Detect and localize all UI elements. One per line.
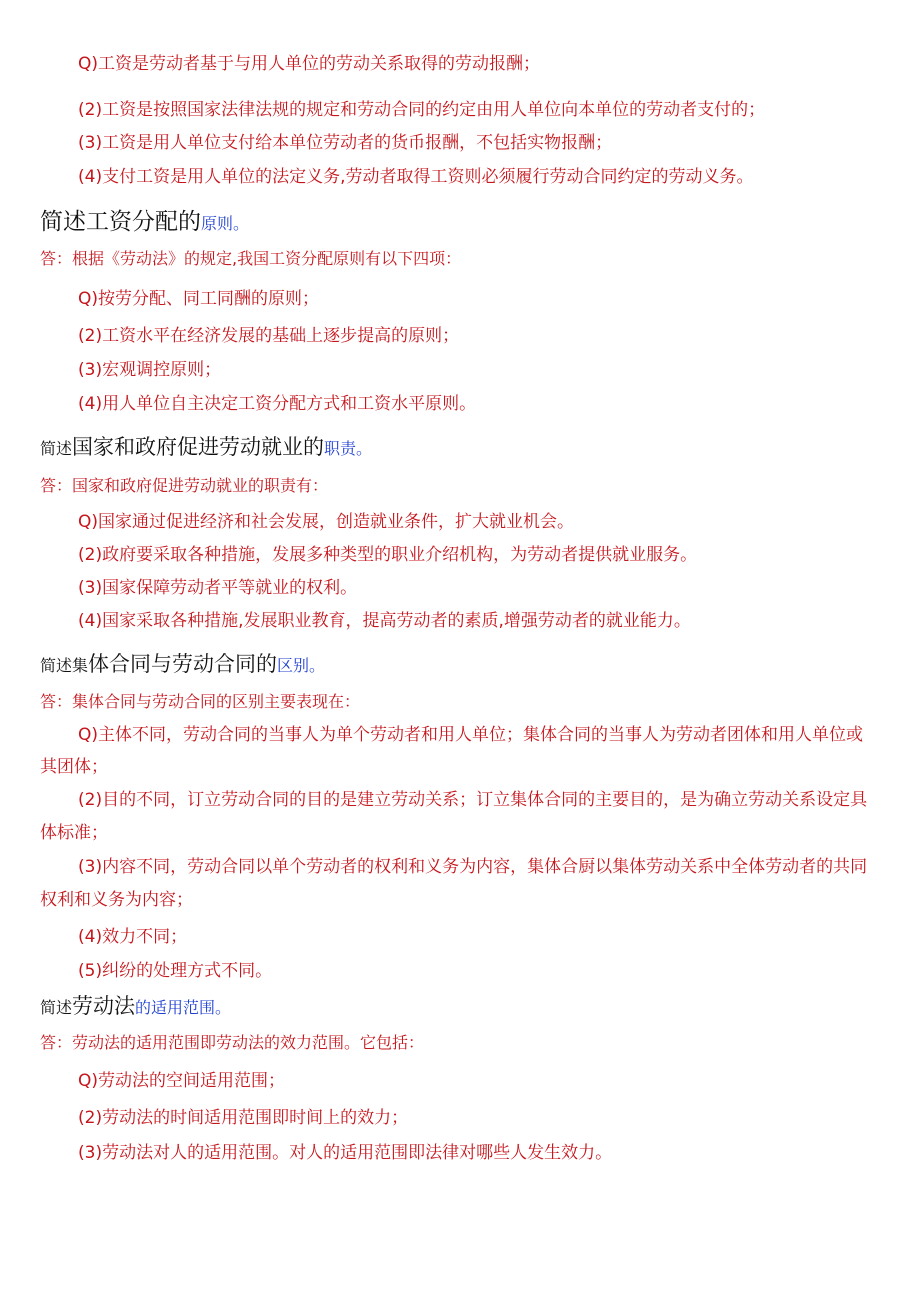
wage-definition-item-3: (3)工资是用人单位支付给本单位劳动者的货币报酬，不包括实物报酬； bbox=[78, 133, 613, 153]
employment-duties-heading-pre: 简述 bbox=[40, 439, 73, 458]
contract-difference-item-2-line-1: (2)目的不同，订立劳动合同的目的是建立劳动关系；订立集体合同的主要目的，是为确立劳动关系设定具 bbox=[78, 790, 868, 810]
employment-duties-heading-main: 国家和政府促进劳动就业的 bbox=[72, 435, 325, 459]
labor-law-scope-heading-main: 劳动法 bbox=[72, 994, 136, 1018]
contract-difference-item-1-line-1: Q)主体不同，劳动合同的当事人为单个劳动者和用人单位；集体合同的当事人为劳动者团体和用人单位或 bbox=[78, 725, 864, 745]
wage-principles-heading bbox=[40, 203, 249, 236]
employment-duties-item-2: (2)政府要采取各种措施，发展多种类型的职业介绍机构，为劳动者提供就业服务。 bbox=[78, 545, 698, 565]
employment-duties-item-1: Q)国家通过促进经济和社会发展，创造就业条件，扩大就业机会。 bbox=[78, 512, 575, 532]
contract-difference-item-3-line-2: 权利和义务为内容； bbox=[40, 890, 193, 910]
employment-duties-heading bbox=[40, 431, 372, 461]
wage-principles-heading-tail: 原则。 bbox=[201, 214, 250, 233]
labor-law-scope-heading bbox=[40, 990, 231, 1020]
contract-difference-item-5: (5)纠纷的处理方式不同。 bbox=[78, 961, 273, 981]
contract-difference-item-4: (4)效力不同； bbox=[78, 927, 188, 947]
employment-duties-item-3: (3)国家保障劳动者平等就业的权利。 bbox=[78, 578, 358, 598]
contract-difference-item-3-line-1: (3)内容不同，劳动合同以单个劳动者的权利和义务为内容，集体合厨以集体劳动关系中全体劳动者的共同 bbox=[78, 857, 868, 877]
wage-principles-item-2: (2)工资水平在经济发展的基础上逐步提高的原则； bbox=[78, 326, 460, 346]
contract-difference-heading-main: 体合同与劳动合同的 bbox=[88, 652, 278, 676]
wage-principles-item-4: (4)用人单位自主决定工资分配方式和工资水平原则。 bbox=[78, 394, 477, 414]
wage-principles-heading-main: 简述工资分配的 bbox=[40, 209, 201, 235]
wage-principles-answer: 答：根据《劳动法》的规定,我国工资分配原则有以下四项： bbox=[40, 249, 462, 268]
contract-difference-heading-tail: 区别。 bbox=[277, 656, 326, 675]
employment-duties-item-4: (4)国家采取各种措施,发展职业教育，提高劳动者的素质,增强劳动者的就业能力。 bbox=[78, 611, 691, 631]
wage-definition-item-1: Q)工资是劳动者基于与用人单位的劳动关系取得的劳动报酬； bbox=[78, 54, 541, 74]
labor-law-scope-heading-tail: 的适用范围。 bbox=[135, 998, 232, 1017]
wage-principles-item-3: (3)宏观调控原则； bbox=[78, 360, 222, 380]
contract-difference-item-2-line-2: 体标准； bbox=[40, 823, 108, 843]
contract-difference-heading bbox=[40, 648, 325, 678]
contract-difference-heading-pre: 简述集 bbox=[40, 656, 89, 675]
labor-law-scope-answer: 答：劳动法的适用范围即劳动法的效力范围。它包括： bbox=[40, 1033, 425, 1052]
labor-law-scope-item-3: (3)劳动法对人的适用范围。对人的适用范围即法律对哪些人发生效力。 bbox=[78, 1143, 613, 1163]
labor-law-scope-item-1: Q)劳动法的空间适用范围； bbox=[78, 1071, 286, 1091]
employment-duties-answer: 答：国家和政府促进劳动就业的职责有： bbox=[40, 476, 329, 495]
employment-duties-heading-tail: 职责。 bbox=[324, 439, 373, 458]
contract-difference-item-1-line-2: 其团体； bbox=[40, 757, 108, 777]
contract-difference-answer: 答：集体合同与劳动合同的区别主要表现在： bbox=[40, 692, 361, 711]
wage-principles-item-1: Q)按劳分配、同工同酬的原则； bbox=[78, 289, 320, 309]
labor-law-scope-heading-pre: 简述 bbox=[40, 998, 73, 1017]
wage-definition-item-4: (4)支付工资是用人单位的法定义务,劳动者取得工资则必须履行劳动合同约定的劳动义务。 bbox=[78, 167, 754, 187]
labor-law-scope-item-2: (2)劳动法的时间适用范围即时间上的效力； bbox=[78, 1108, 409, 1128]
wage-definition-item-2: (2)工资是按照国家法律法规的规定和劳动合同的约定由用人单位向本单位的劳动者支付的； bbox=[78, 100, 766, 120]
